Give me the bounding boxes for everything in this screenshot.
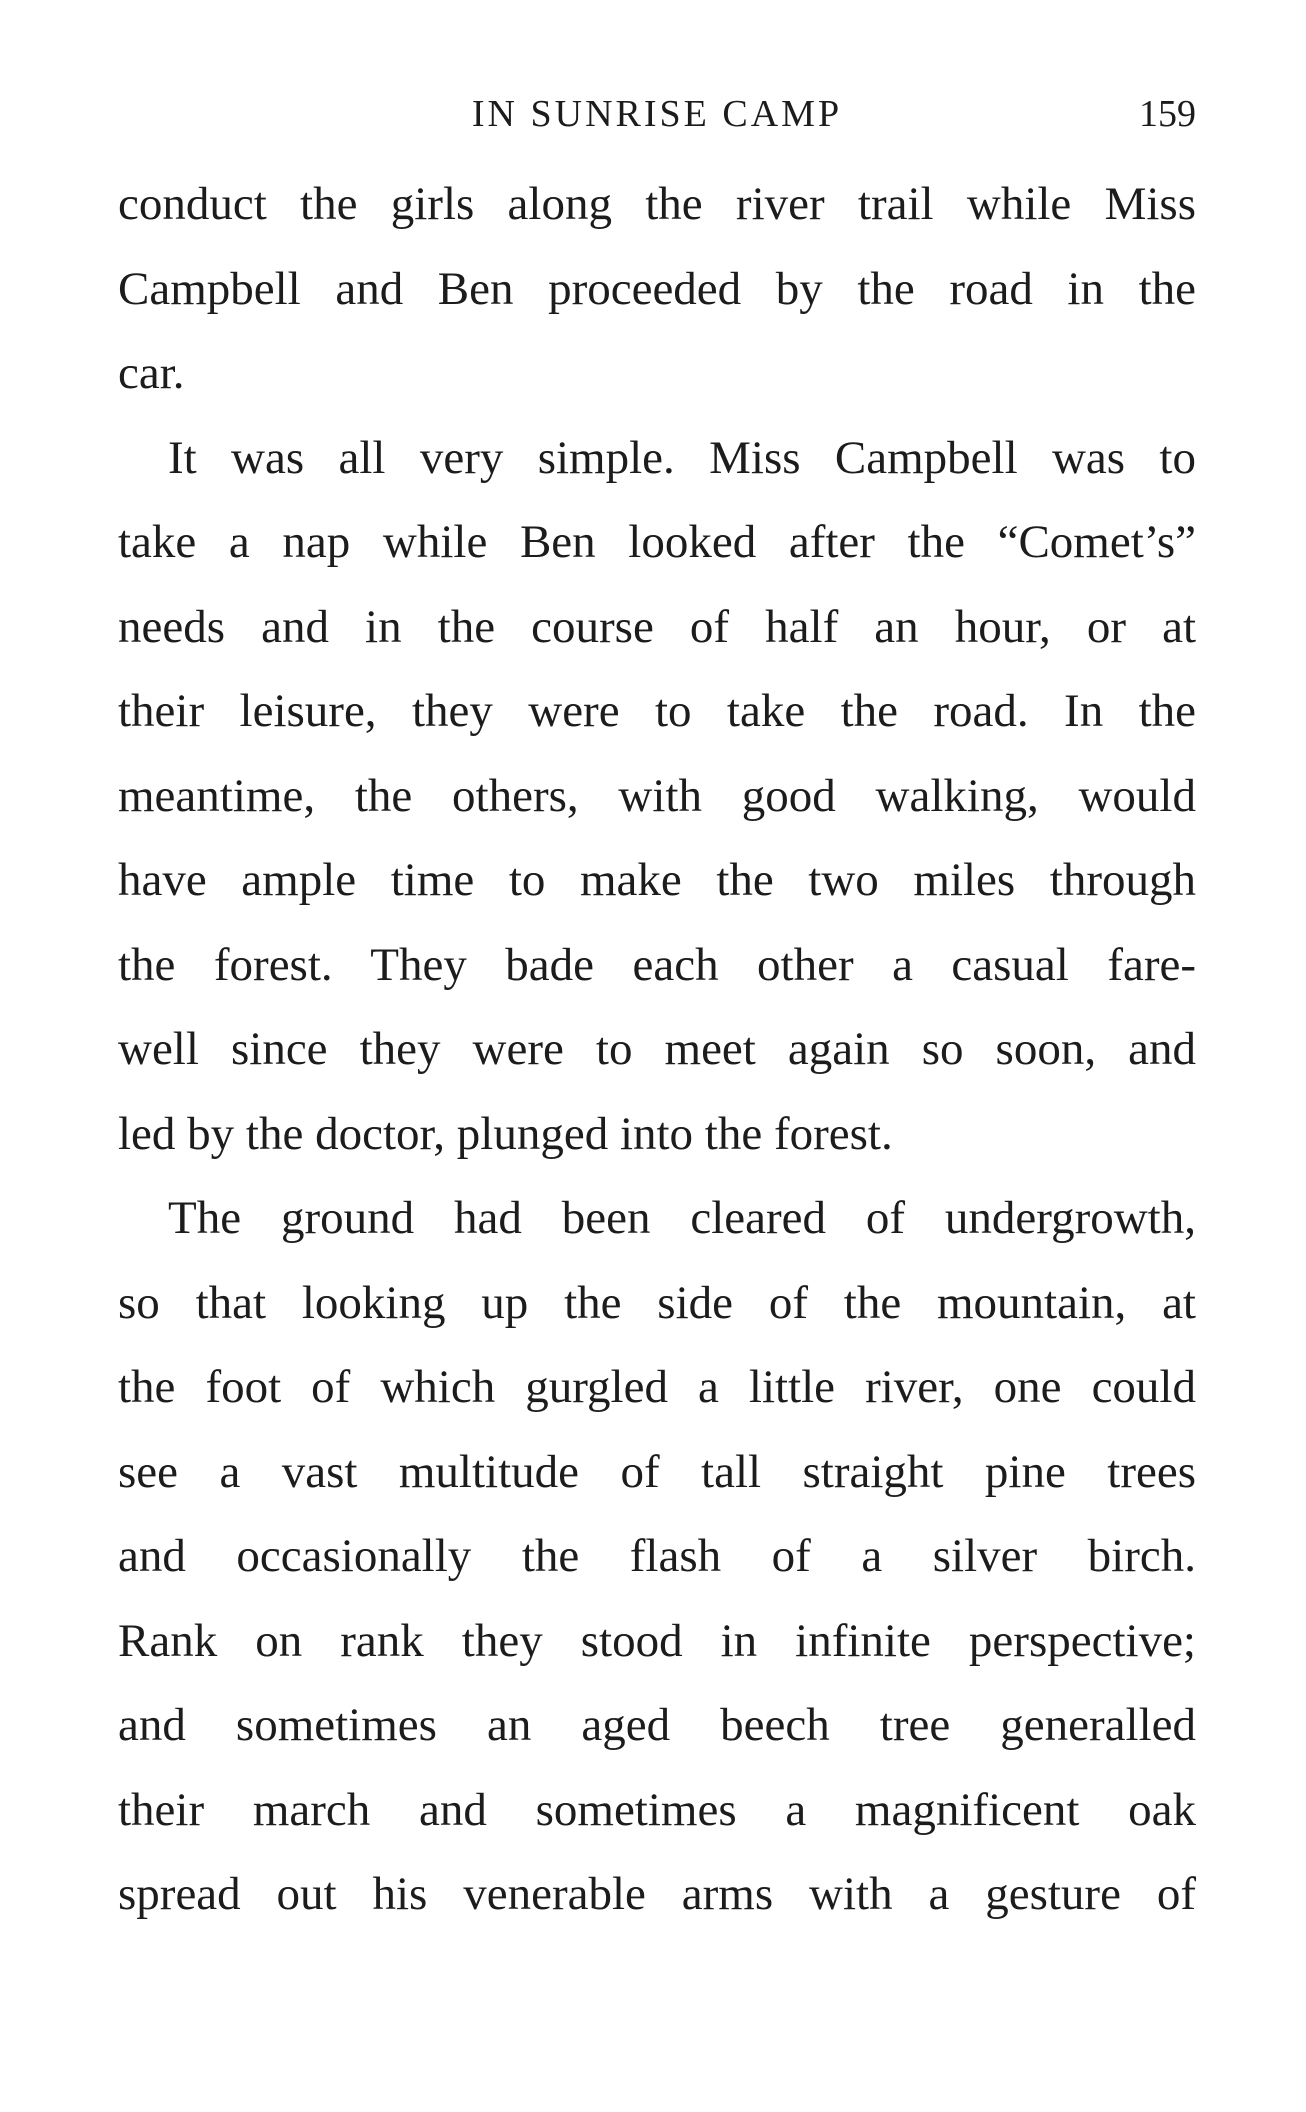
text-line: Rank on rank they stood in infinite perspective; (118, 1614, 1196, 1667)
text-line: the foot of which gurgled a little river, one could (118, 1361, 1196, 1413)
running-title: IN SUNRISE CAMP (471, 93, 843, 135)
text-line: and sometimes an aged beech tree generalled (118, 1699, 1196, 1751)
text-line: led by the doctor, plunged into the forest. (118, 1107, 893, 1160)
page-number: 159 (1139, 93, 1196, 135)
text-line: conduct the girls along the river trail while Miss (118, 178, 1196, 230)
text-line: and occasionally the flash of a silver birch. (118, 1530, 1196, 1582)
paragraph-start-line: The ground had been cleared of undergrowth, (168, 1192, 1196, 1244)
paragraph-start-line: It was all very simple. Miss Campbell was to (168, 431, 1196, 484)
text-line: take a nap while Ben looked after the “Comet’s” (118, 516, 1196, 568)
running-head (118, 84, 1196, 144)
text-line: spread out his venerable arms with a gesture of (118, 1868, 1196, 1920)
text-line: their leisure, they were to take the road. In the (118, 685, 1196, 737)
text-line: so that looking up the side of the mountain, at (118, 1276, 1196, 1329)
text-line: Campbell and Ben proceeded by the road in the (118, 262, 1196, 315)
text-line: see a vast multitude of tall straight pine trees (118, 1445, 1196, 1498)
text-line: their march and sometimes a magnificent oak (118, 1783, 1196, 1836)
text-line: needs and in the course of half an hour, or at (118, 600, 1196, 653)
text-line: meantime, the others, with good walking, would (118, 769, 1196, 822)
text-line: car. (118, 347, 185, 399)
text-line: well since they were to meet again so soon, and (118, 1023, 1196, 1075)
text-line: the forest. They bade each other a casual fare- (118, 938, 1196, 991)
text-line: have ample time to make the two miles through (118, 854, 1196, 906)
body-text (118, 162, 1196, 1937)
